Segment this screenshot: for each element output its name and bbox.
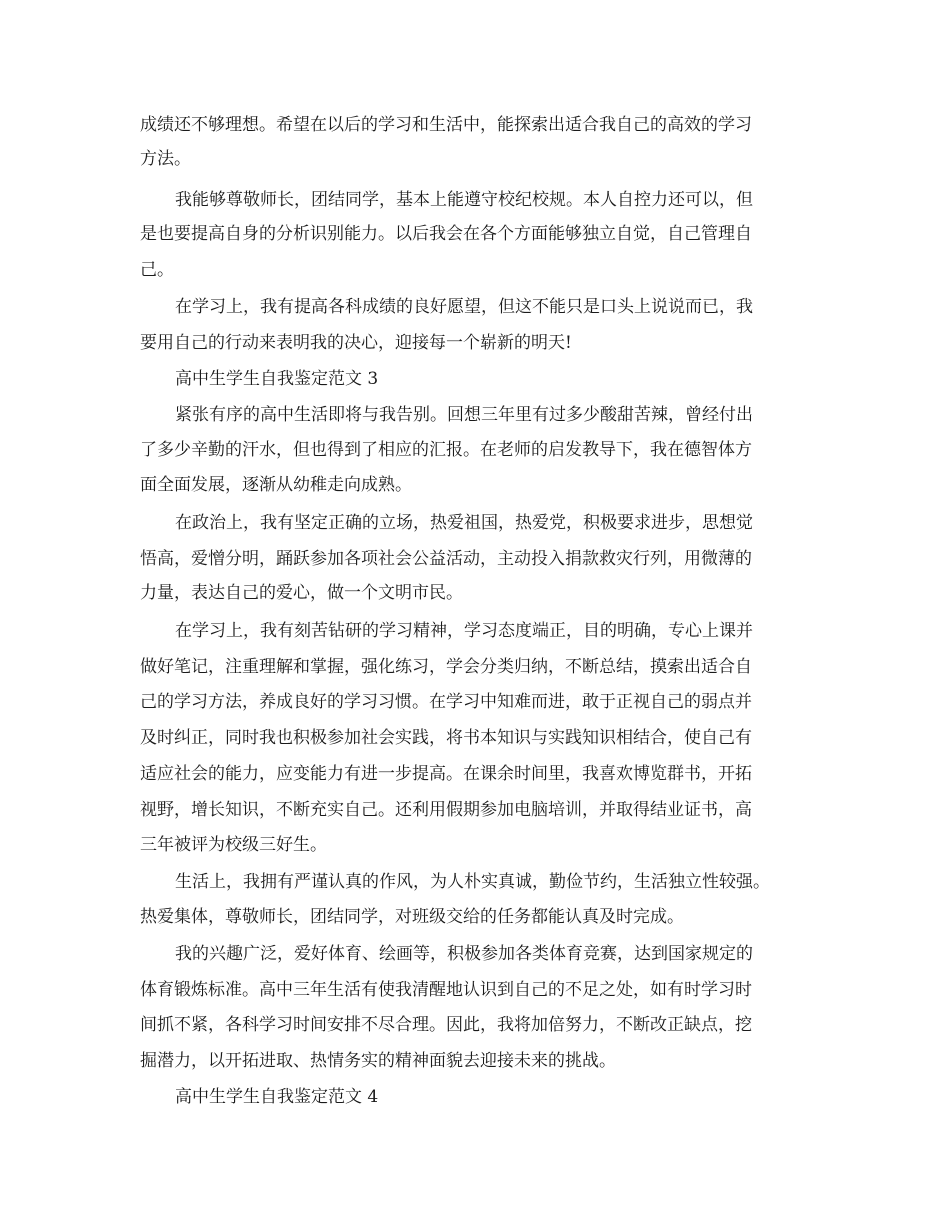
paragraph-start-line: 在政治上，我有坚定正确的立场，热爱祖国，热爱党，积极要求进步，思想觉 [175,513,753,533]
body-line: 做好笔记，注重理解和掌握，强化练习，学会分类归纳，不断总结，摸索出适合自 [140,657,752,677]
paragraph-start-line: 生活上，我拥有严谨认真的作风，为人朴实真诚，勤俭节约，生活独立性较强。 [175,872,770,892]
paragraph-start-line: 紧张有序的高中生活即将与我告别。回想三年里有过多少酸甜苦辣，曾经付出 [175,405,753,425]
body-line: 要用自己的行动来表明我的决心，迎接每一个崭新的明天! [140,333,572,353]
body-line: 面全面发展，逐渐从幼稚走向成熟。 [140,475,412,495]
body-line: 方法。 [140,149,191,169]
paragraph-start-line: 在学习上，我有提高各科成绩的良好愿望，但这不能只是口头上说说而已，我 [175,297,753,317]
body-line: 视野，增长知识，不断充实自己。还利用假期参加电脑培训，并取得结业证书，高 [140,800,752,820]
body-line: 适应社会的能力，应变能力有进一步提高。在课余时间里，我喜欢博览群书，开拓 [140,764,752,784]
body-line: 成绩还不够理想。希望在以后的学习和生活中，能探索出适合我自己的高效的学习 [140,115,752,135]
body-line: 及时纠正，同时我也积极参加社会实践，将书本知识与实践知识相结合，使自己有 [140,728,752,748]
body-line: 己的学习方法，养成良好的学习习惯。在学习中知难而进，敢于正视自己的弱点并 [140,692,752,712]
body-line: 热爱集体，尊敬师长，团结同学，对班级交给的任务都能认真及时完成。 [140,907,684,927]
body-line: 力量，表达自己的爱心，做一个文明市民。 [140,583,463,603]
paragraph-start-line: 在学习上，我有刻苦钻研的学习精神，学习态度端正，目的明确，专心上课并 [175,621,753,641]
body-line: 掘潜力，以开拓进取、热情务实的精神面貌去迎接未来的挑战。 [140,1051,616,1071]
section-heading: 高中生学生自我鉴定范文 4 [175,1087,379,1107]
paragraph-start-line: 我能够尊敬师长，团结同学，基本上能遵守校纪校规。本人自控力还可以，但 [175,190,753,210]
body-line: 己。 [140,260,174,280]
body-line: 体育锻炼标准。高中三年生活有使我清醒地认识到自己的不足之处，如有时学习时 [140,980,752,1000]
body-line: 是也要提高自身的分析识别能力。以后我会在各个方面能够独立自觉，自己管理自 [140,224,752,244]
section-heading: 高中生学生自我鉴定范文 3 [175,369,379,389]
paragraph-start-line: 我的兴趣广泛，爱好体育、绘画等，积极参加各类体育竞赛，达到国家规定的 [175,944,753,964]
body-line: 悟高，爱憎分明，踊跃参加各项社会公益活动，主动投入捐款救灾行列，用微薄的 [140,549,752,569]
body-line: 间抓不紧，各科学习时间安排不尽合理。因此，我将加倍努力，不断改正缺点，挖 [140,1015,752,1035]
body-line: 了多少辛勤的汗水，但也得到了相应的汇报。在老师的启发教导下，我在德智体方 [140,440,752,460]
body-line: 三年被评为校级三好生。 [140,835,327,855]
